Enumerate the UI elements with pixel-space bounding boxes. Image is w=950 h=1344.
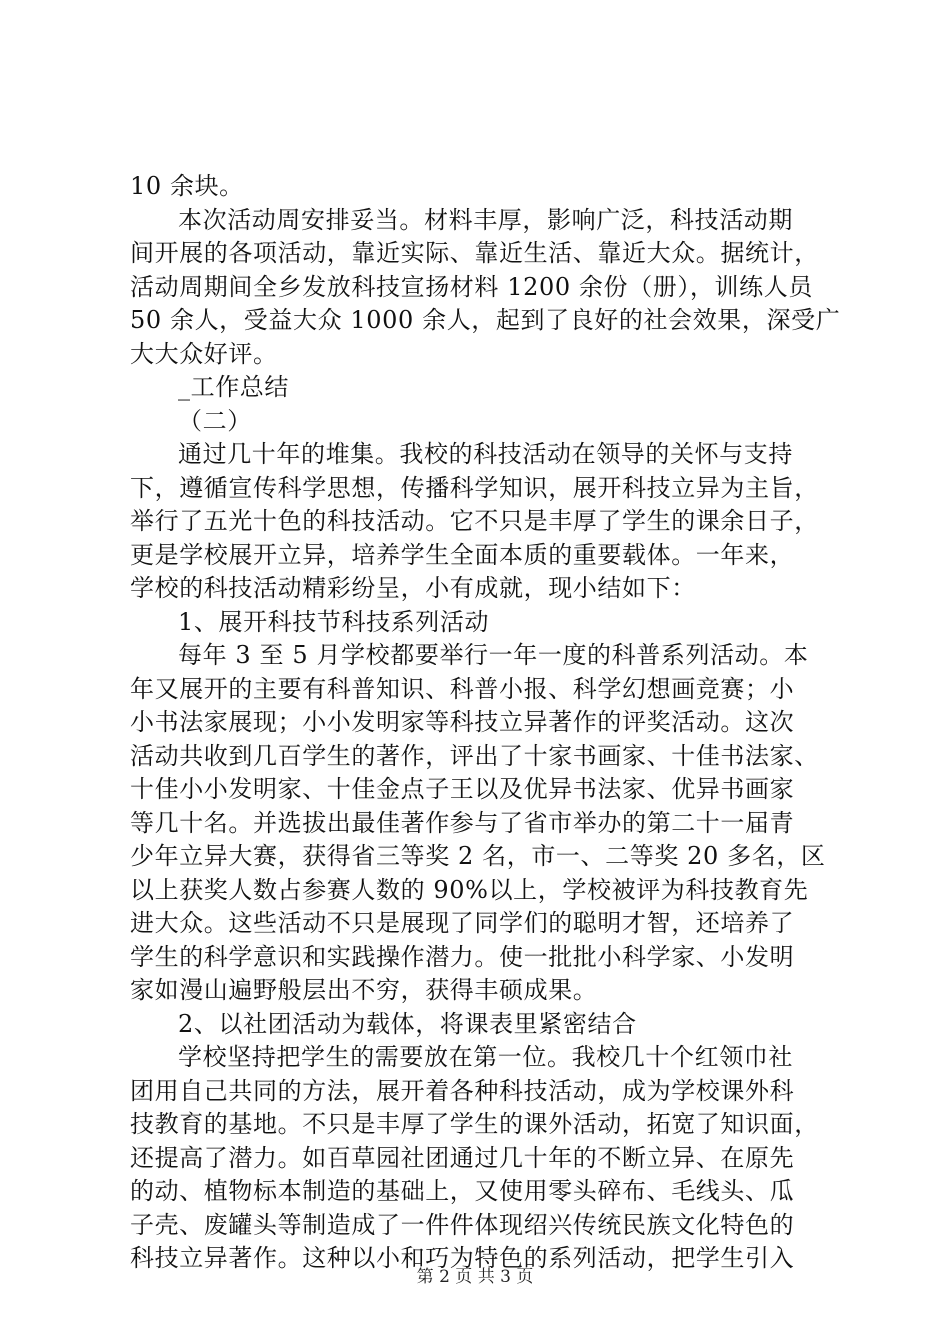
body-text-line: 进大众。这些活动不只是展现了同学们的聪明才智，还培养了 [130, 909, 795, 937]
body-text-line: 学校坚持把学生的需要放在第一位。我校几十个红领巾社 [178, 1043, 793, 1071]
body-text-line: 通过几十年的堆集。我校的科技活动在领导的关怀与支持 [178, 440, 793, 468]
body-text-line: 大大众好评。 [130, 339, 278, 368]
body-text-line: 10 余块。 [130, 172, 244, 200]
body-text-line: 学校的科技活动精彩纷呈，小有成就，现小结如下： [130, 574, 696, 602]
body-text-line: 等几十名。并选拔出最佳著作参与了省市举办的第二十一届青 [130, 808, 795, 837]
body-text-line: 举行了五光十色的科技活动。它不只是丰厚了学生的课余日子， [130, 507, 819, 535]
body-text-line: 少年立异大赛，获得省三等奖 2 名，市一、二等奖 20 多名，区 [130, 842, 826, 870]
body-text-line: _工作总结 [178, 373, 289, 401]
body-text-line: 50 余人，受益大众 1000 余人，起到了良好的社会效果，深受广 [130, 306, 841, 334]
page-footer: 第 2 页 共 3 页 [416, 1267, 534, 1287]
body-text-line: 技教育的基地。不只是丰厚了学生的课外活动，拓宽了知识面， [130, 1110, 819, 1138]
body-text-line: 每年 3 至 5 月学校都要举行一年一度的科普系列活动。本 [178, 641, 809, 669]
body-text-line: （二） [178, 406, 252, 435]
body-text-line: 活动周期间全乡发放科技宣扬材料 1200 余份（册），训练人员 [130, 272, 813, 301]
body-text-line: 以上获奖人数占参赛人数的 90%以上，学校被评为科技教育先 [130, 875, 809, 904]
body-text-line: 本次活动周安排妥当。材料丰厚，影响广泛，科技活动期 [178, 205, 793, 234]
body-text-line: 下，遵循宣传科学思想，传播科学知识，展开科技立异为主旨， [130, 473, 819, 502]
body-text-line: 2、以社团活动为载体，将课表里紧密结合 [178, 1009, 637, 1038]
body-text-line: 科技立异著作。这种以小和巧为特色的系列活动，把学生引入 [130, 1244, 795, 1272]
body-text-line: 还提高了潜力。如百草园社团通过几十年的不断立异、在原先 [130, 1143, 795, 1172]
body-text-line: 家如漫山遍野般层出不穷，获得丰硕成果。 [130, 976, 598, 1004]
document-body [130, 170, 841, 1276]
body-text-line: 的动、植物标本制造的基础上，又使用零头碎布、毛线头、瓜 [130, 1177, 795, 1205]
body-text-line: 更是学校展开立异，培养学生全面本质的重要载体。一年来， [130, 540, 795, 569]
body-text-line: 年又展开的主要有科普知识、科普小报、科学幻想画竞赛；小 [130, 674, 795, 703]
body-text-line: 团用自己共同的方法，展开着各种科技活动，成为学校课外科 [130, 1076, 795, 1105]
body-text-line: 1、展开科技节科技系列活动 [178, 607, 490, 636]
body-text-line: 活动共收到几百学生的著作，评出了十家书画家、十佳书法家、 [130, 741, 819, 770]
body-text-line: 小书法家展现；小小发明家等科技立异著作的评奖活动。这次 [130, 708, 795, 736]
body-text-line: 学生的科学意识和实践操作潜力。使一批批小科学家、小发明 [130, 942, 795, 971]
body-text-line: 间开展的各项活动，靠近实际、靠近生活、靠近大众。据统计， [130, 239, 819, 267]
body-text-line: 十佳小小发明家、十佳金点子王以及优异书法家、优异书画家 [130, 775, 795, 803]
body-text-line: 子壳、废罐头等制造成了一件件体现绍兴传统民族文化特色的 [130, 1210, 795, 1239]
